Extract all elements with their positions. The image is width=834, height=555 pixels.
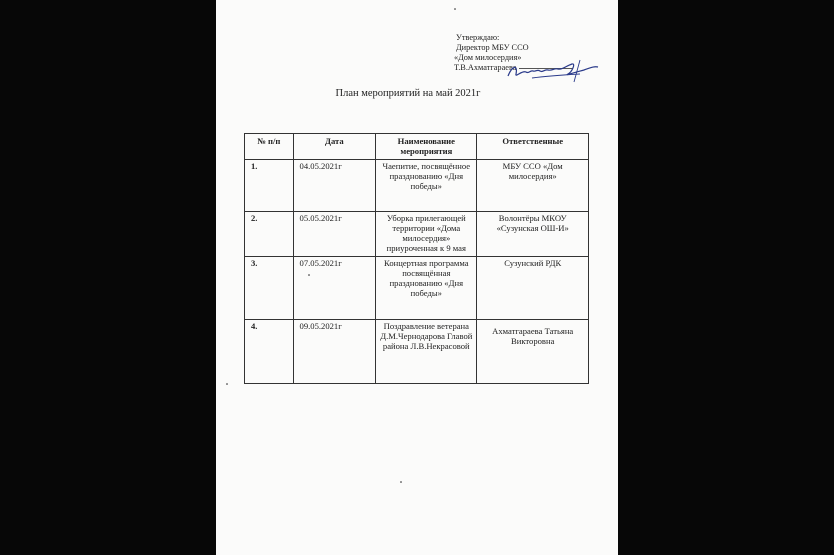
row-responsible: МБУ ССО «Дом милосердия» [477, 160, 589, 212]
scan-speck [454, 8, 456, 10]
document-page [216, 0, 618, 555]
row-event: Чаепитие, посвящённое празднованию «Дня победы» [376, 160, 477, 212]
row-responsible: Сузунский РДК [477, 257, 589, 320]
header-event: Наименование мероприятия [376, 134, 477, 160]
row-event: Поздравление ветерана Д.М.Чернодарова Главой района Л.В.Некрасовой [376, 320, 477, 384]
approval-position: Директор МБУ ССО [456, 43, 529, 52]
row-date: 09.05.2021г [293, 320, 376, 384]
header-number: № п/п [245, 134, 294, 160]
table-row [245, 212, 589, 257]
row-date: 04.05.2021г [293, 160, 376, 212]
approval-heading: Утверждаю: [456, 33, 500, 42]
row-number: 1. [245, 160, 294, 212]
row-number: 3. [245, 257, 294, 320]
scan-speck [226, 383, 228, 385]
row-event: Уборка прилегающей территории «Дома милосердия» приуроченная к 9 мая [376, 212, 477, 257]
approval-organization: «Дом милосердия» [454, 53, 522, 62]
row-event: Концертная программа посвящённая празднованию «Дня победы» [376, 257, 477, 320]
row-responsible: Волонтёры МКОУ «Сузунская ОШ-И» [477, 212, 589, 257]
row-date: 05.05.2021г [293, 212, 376, 257]
header-responsible: Ответственные [477, 134, 589, 160]
table-row [245, 160, 589, 212]
table-row [245, 257, 589, 320]
row-responsible: Ахматгараева Татьяна Викторовна [477, 320, 589, 384]
approval-signer: Т.В.Ахматгараева [454, 63, 517, 72]
row-date: 07.05.2021г [293, 257, 376, 320]
header-date: Дата [293, 134, 376, 160]
document-title: План мероприятий на май 2021г [335, 88, 481, 99]
events-table [244, 133, 589, 384]
row-number: 2. [245, 212, 294, 257]
signature-scribble [502, 58, 602, 84]
scan-speck [308, 274, 310, 276]
row-number: 4. [245, 320, 294, 384]
table-row [245, 320, 589, 384]
scan-speck [400, 481, 402, 483]
table-header-row [245, 134, 589, 160]
